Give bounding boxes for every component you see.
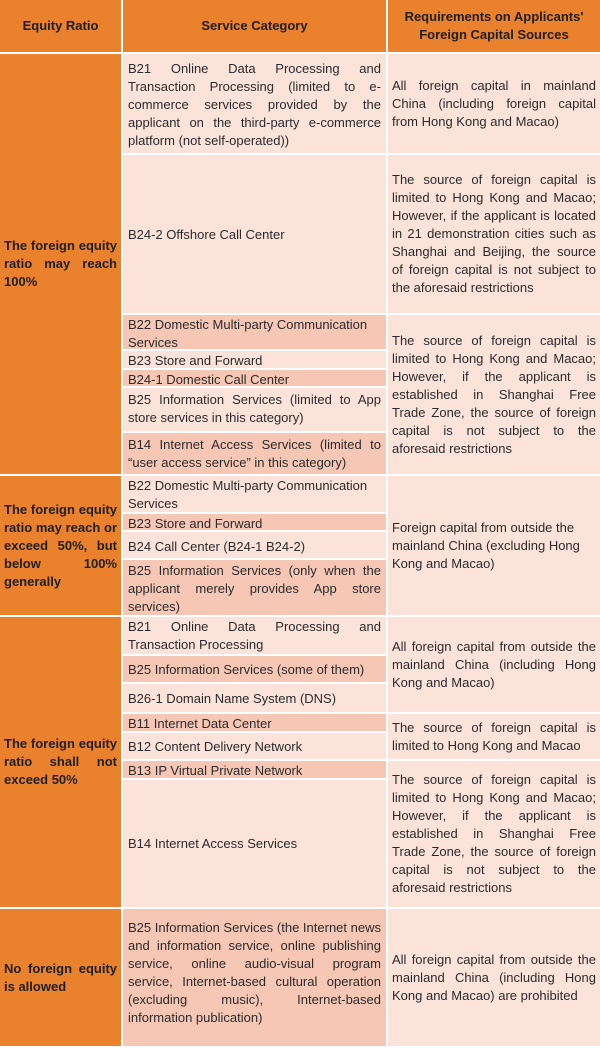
header-requirements: Requirements on Applicants' Foreign Capital Sources — [388, 0, 600, 52]
service-b23-store-forward-2: B23 Store and Forward — [123, 514, 386, 530]
service-b14-internet-access: B14 Internet Access Services — [123, 780, 386, 907]
service-b25-app-store-only: B25 Information Services (only when the applicant merely provides App store services) — [123, 560, 386, 615]
requirement-prohibited: All foreign capital from outside the mainland China (including Hong Kong and Macao) are prohibited — [388, 909, 600, 1046]
header-equity-ratio: Equity Ratio — [0, 0, 121, 52]
service-b24-2-offshore-call-center: B24-2 Offshore Call Center — [123, 155, 386, 313]
requirement-all-outside-mainland: All foreign capital from outside the mainland China (including Hong Kong and Macao) — [388, 617, 600, 712]
service-b22-domestic-multiparty: B22 Domestic Multi-party Communication Services — [123, 315, 386, 349]
equity-ratio-50-to-100: The foreign equity ratio may reach or exceed 50%, but below 100% generally — [0, 476, 121, 615]
service-b24-1-domestic-call-center: B24-1 Domestic Call Center — [123, 370, 386, 386]
header-service-category: Service Category — [123, 0, 386, 52]
requirement-outside-mainland-excluding-hk: Foreign capital from outside the mainland China (excluding Hong Kong and Macao) — [388, 476, 600, 615]
equity-ratio-100: The foreign equity ratio may reach 100% — [0, 54, 121, 474]
equity-ratio-under-50: The foreign equity ratio shall not exceed 50% — [0, 617, 121, 907]
service-b22-domestic-multiparty-2: B22 Domestic Multi-party Communication Services — [123, 476, 386, 512]
requirement-hk-macao-ftz: The source of foreign capital is limited to Hong Kong and Macao; However, if the applicant is established in Shanghai Free Trade Zone, the source of foreign capital is not subject to the aforesaid restrictions — [388, 315, 600, 474]
requirement-hk-macao-ftz-2: The source of foreign capital is limited to Hong Kong and Macao; However, if the applicant is established in Shanghai Free Trade Zone, the source of foreign capital is not subject to the aforesaid restrictions — [388, 761, 600, 907]
service-b21-ecommerce: B21 Online Data Processing and Transaction Processing (limited to e-commerce services provided by the applicant on the third-party e-commerce platform (not self-operated)) — [123, 54, 386, 153]
service-b12-cdn: B12 Content Delivery Network — [123, 733, 386, 759]
service-b25-app-store: B25 Information Services (limited to App store services in this category) — [123, 388, 386, 431]
service-b24-call-center: B24 Call Center (B24-1 B24-2) — [123, 532, 386, 558]
service-b23-store-forward: B23 Store and Forward — [123, 351, 386, 368]
requirement-all-foreign-in-mainland: All foreign capital in mainland China (including foreign capital from Hong Kong and Macao) — [388, 54, 600, 153]
service-b25-some: B25 Information Services (some of them) — [123, 656, 386, 682]
service-b11-idc: B11 Internet Data Center — [123, 714, 386, 731]
service-b21-online-data: B21 Online Data Processing and Transaction Processing — [123, 617, 386, 654]
service-b25-internet-news: B25 Information Services (the Internet news and information service, online publishing service, online audio-visual program service, Internet-based cultural operation (excluding music), Internet-based information publication) — [123, 909, 386, 1046]
service-b14-user-access: B14 Internet Access Services (limited to “user access service” in this category) — [123, 433, 386, 474]
equity-ratio-none: No foreign equity is allowed — [0, 909, 121, 1046]
requirement-hk-macao-only: The source of foreign capital is limited to Hong Kong and Macao — [388, 714, 600, 759]
requirement-hk-macao-21-cities: The source of foreign capital is limited to Hong Kong and Macao; However, if the applicant is located in 21 demonstration cities such as Shanghai and Beijing, the source of foreign capital is not subject to the aforesaid restrictions — [388, 155, 600, 313]
service-b13-ip-vpn: B13 IP Virtual Private Network — [123, 761, 386, 778]
service-b26-1-dns: B26-1 Domain Name System (DNS) — [123, 684, 386, 712]
